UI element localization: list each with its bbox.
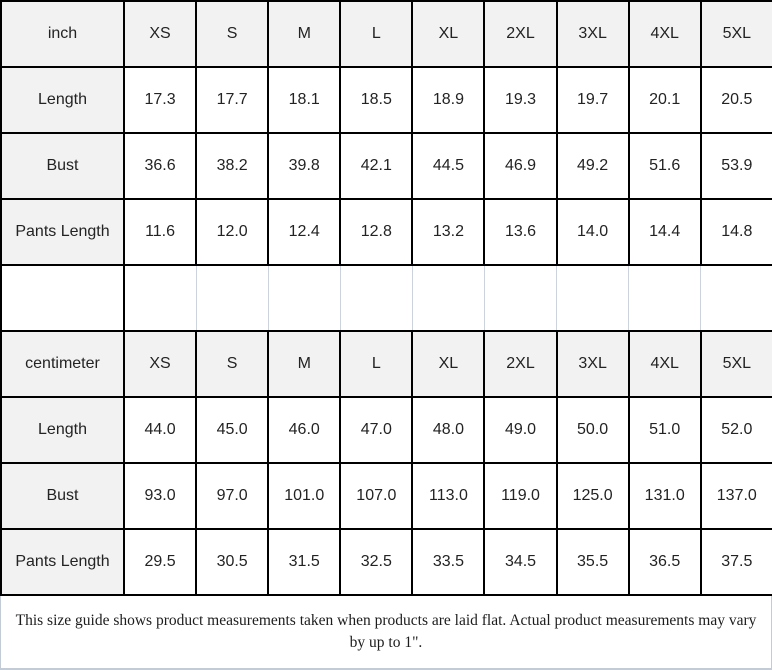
value-cell: 14.0 (557, 199, 629, 265)
unit-header-cell: inch (1, 1, 124, 67)
table-row (1, 67, 772, 133)
size-header-cell: 4XL (629, 331, 701, 397)
value-cell: 49.2 (557, 133, 629, 199)
value-cell: 14.4 (629, 199, 701, 265)
value-cell: 137.0 (701, 463, 772, 529)
value-cell: 20.5 (701, 67, 772, 133)
spacer-cell (196, 265, 268, 331)
value-cell: 46.0 (268, 397, 340, 463)
size-header-cell: 5XL (701, 1, 772, 67)
value-cell: 50.0 (557, 397, 629, 463)
size-header-cell: XL (412, 331, 484, 397)
spacer-cell (701, 265, 772, 331)
value-cell: 35.5 (557, 529, 629, 595)
unit-header-cell: centimeter (1, 331, 124, 397)
header-row (1, 1, 772, 67)
value-cell: 45.0 (196, 397, 268, 463)
value-cell: 36.5 (629, 529, 701, 595)
spacer-row (1, 265, 772, 331)
table-row (1, 133, 772, 199)
value-cell: 18.9 (412, 67, 484, 133)
table-row (1, 199, 772, 265)
value-cell: 12.4 (268, 199, 340, 265)
value-cell: 113.0 (412, 463, 484, 529)
value-cell: 37.5 (701, 529, 772, 595)
size-guide-note-text: This size guide shows product measurements taken when products are laid flat. Actual product measurements may vary by up to 1". (15, 611, 757, 651)
value-cell: 32.5 (340, 529, 412, 595)
size-guide-note (0, 596, 772, 670)
spacer-cell (340, 265, 412, 331)
value-cell: 47.0 (340, 397, 412, 463)
spacer-cell (268, 265, 340, 331)
value-cell: 51.6 (629, 133, 701, 199)
value-cell: 44.0 (124, 397, 196, 463)
spacer-cell (629, 265, 701, 331)
size-header-cell: 3XL (557, 331, 629, 397)
value-cell: 13.6 (484, 199, 556, 265)
value-cell: 18.1 (268, 67, 340, 133)
spacer-cell (412, 265, 484, 331)
size-header-cell: 2XL (484, 331, 556, 397)
size-header-cell: L (340, 1, 412, 67)
value-cell: 18.5 (340, 67, 412, 133)
size-header-cell: M (268, 331, 340, 397)
value-cell: 34.5 (484, 529, 556, 595)
value-cell: 38.2 (196, 133, 268, 199)
size-header-cell: M (268, 1, 340, 67)
row-label-cell: Bust (1, 133, 124, 199)
size-header-cell: 3XL (557, 1, 629, 67)
value-cell: 46.9 (484, 133, 556, 199)
value-cell: 53.9 (701, 133, 772, 199)
value-cell: 36.6 (124, 133, 196, 199)
value-cell: 17.7 (196, 67, 268, 133)
spacer-cell (1, 265, 124, 331)
value-cell: 11.6 (124, 199, 196, 265)
value-cell: 125.0 (557, 463, 629, 529)
value-cell: 12.0 (196, 199, 268, 265)
value-cell: 29.5 (124, 529, 196, 595)
size-header-cell: XS (124, 1, 196, 67)
value-cell: 49.0 (484, 397, 556, 463)
value-cell: 14.8 (701, 199, 772, 265)
value-cell: 119.0 (484, 463, 556, 529)
spacer-cell (484, 265, 556, 331)
table-row (1, 529, 772, 595)
spacer-cell (557, 265, 629, 331)
header-row (1, 331, 772, 397)
value-cell: 131.0 (629, 463, 701, 529)
size-header-cell: XL (412, 1, 484, 67)
row-label-cell: Length (1, 397, 124, 463)
value-cell: 101.0 (268, 463, 340, 529)
value-cell: 97.0 (196, 463, 268, 529)
value-cell: 19.3 (484, 67, 556, 133)
value-cell: 13.2 (412, 199, 484, 265)
row-label-cell: Bust (1, 463, 124, 529)
table-row (1, 463, 772, 529)
value-cell: 42.1 (340, 133, 412, 199)
value-cell: 107.0 (340, 463, 412, 529)
value-cell: 93.0 (124, 463, 196, 529)
value-cell: 39.8 (268, 133, 340, 199)
size-header-cell: 4XL (629, 1, 701, 67)
value-cell: 20.1 (629, 67, 701, 133)
size-header-cell: L (340, 331, 412, 397)
size-header-cell: 2XL (484, 1, 556, 67)
value-cell: 44.5 (412, 133, 484, 199)
row-label-cell: Pants Length (1, 529, 124, 595)
value-cell: 31.5 (268, 529, 340, 595)
value-cell: 19.7 (557, 67, 629, 133)
spacer-cell (124, 265, 196, 331)
size-header-cell: XS (124, 331, 196, 397)
value-cell: 48.0 (412, 397, 484, 463)
value-cell: 33.5 (412, 529, 484, 595)
size-header-cell: 5XL (701, 331, 772, 397)
value-cell: 30.5 (196, 529, 268, 595)
table-row (1, 397, 772, 463)
value-cell: 12.8 (340, 199, 412, 265)
row-label-cell: Pants Length (1, 199, 124, 265)
size-header-cell: S (196, 331, 268, 397)
row-label-cell: Length (1, 67, 124, 133)
value-cell: 52.0 (701, 397, 772, 463)
value-cell: 51.0 (629, 397, 701, 463)
size-header-cell: S (196, 1, 268, 67)
value-cell: 17.3 (124, 67, 196, 133)
